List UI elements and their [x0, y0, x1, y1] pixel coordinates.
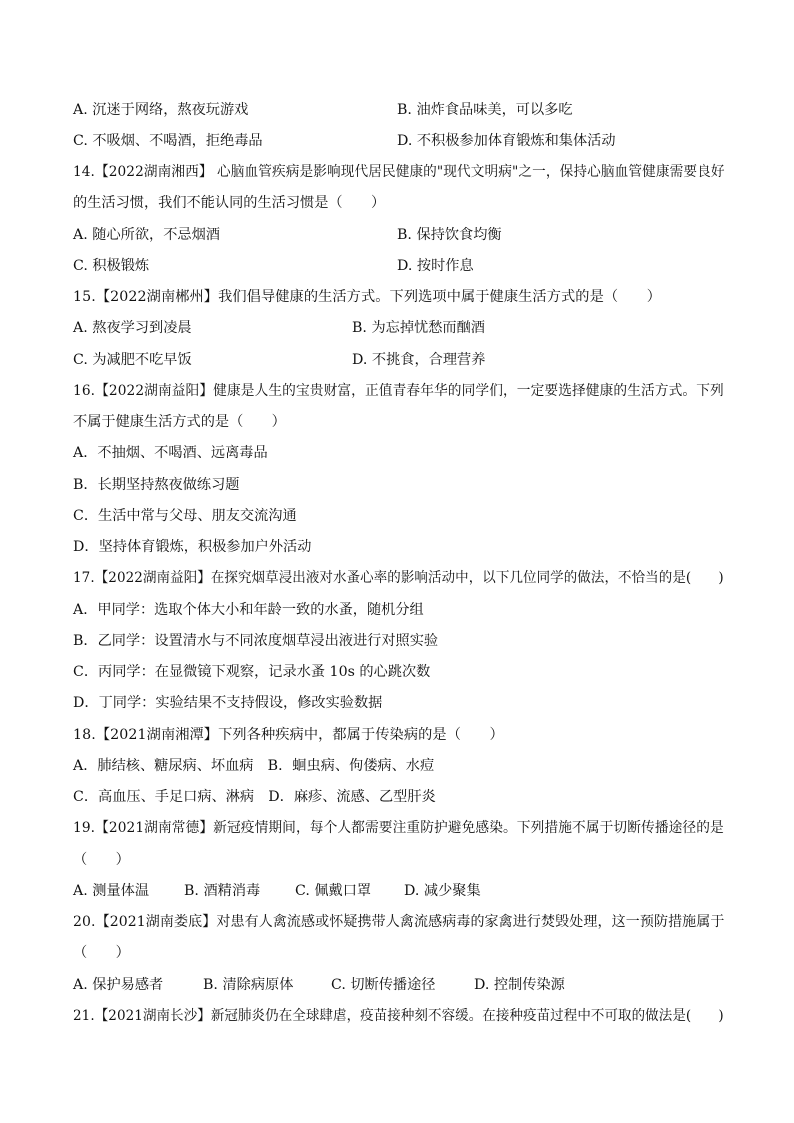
q14-option-c: C. 积极锻炼: [73, 258, 150, 274]
q15-option-b: B. 为忘掉忧愁而酗酒: [352, 320, 485, 336]
q19-stem-line-1: 19.【2021湖南常德】新冠疫情期间，每个人都需要注重防护避免感染。下列措施不属于切断传播途径的是: [73, 820, 724, 836]
q17-option-d: D．丁同学：实验结果不支持假设，修改实验数据: [73, 695, 383, 711]
q13-option-d: D. 不积极参加体育锻炼和集体活动: [397, 133, 616, 149]
q14-option-a: A. 随心所欲，不忌烟酒: [73, 227, 220, 243]
q15-option-d: D. 不挑食，合理营养: [352, 352, 486, 368]
q17-stem-line-1: 17.【2022湖南益阳】在探究烟草浸出液对水蚤心率的影响活动中，以下几位同学的做法，不恰当的是( ): [73, 570, 724, 586]
q19-option-a: A. 测量体温: [73, 883, 150, 899]
q14-option-b: B. 保持饮食均衡: [397, 227, 502, 243]
q19-stem-line-2: （ ）: [73, 852, 130, 868]
q18-options-ab: A．肺结核、糖尿病、坏血病 B．蛔虫病、佝偻病、水痘: [73, 758, 435, 774]
q13-option-c: C. 不吸烟、不喝酒，拒绝毒品: [73, 133, 263, 149]
q20-option-a: A. 保护易感者: [73, 977, 164, 993]
q17-option-b: B．乙同学：设置清水与不同浓度烟草浸出液进行对照实验: [73, 633, 439, 649]
q18-stem-line-1: 18.【2021湖南湘潭】下列各种疾病中，都属于传染病的是（ ）: [73, 727, 504, 743]
q20-option-b: B. 清除病原体: [203, 977, 294, 993]
q13-option-b: B. 油炸食品味美，可以多吃: [397, 102, 573, 118]
q15-option-a: A. 熬夜学习到凌晨: [73, 320, 192, 336]
q15-stem-line-1: 15.【2022湖南郴州】我们倡导健康的生活方式。下列选项中属于健康生活方式的是（ ）: [73, 289, 662, 305]
q14-stem-line-2: 的生活习惯，我们不能认同的生活习惯是（ ）: [73, 195, 386, 211]
q16-option-b: B．长期坚持熬夜做练习题: [73, 477, 240, 493]
q20-stem-line-1: 20.【2021湖南娄底】对患有人禽流感或怀疑携带人禽流感病毒的家禽进行焚毁处理，这一预防措施属于: [73, 914, 725, 930]
q17-option-a: A．甲同学：选取个体大小和年龄一致的水蚤，随机分组: [73, 602, 424, 618]
q16-option-c: C．生活中常与父母、朋友交流沟通: [73, 508, 297, 524]
q20-option-d: D. 控制传染源: [474, 977, 565, 993]
q16-option-d: D．坚持体育锻炼，积极参加户外活动: [73, 539, 312, 555]
q17-option-c: C．丙同学：在显微镜下观察，记录水蚤 10s 的心跳次数: [73, 664, 431, 680]
q14-option-d: D. 按时作息: [397, 258, 474, 274]
q21-stem-line-1: 21.【2021湖南长沙】新冠肺炎仍在全球肆虐，疫苗接种刻不容缓。在接种疫苗过程中不可取的做法是( ): [73, 1008, 724, 1024]
q20-option-c: C. 切断传播途径: [331, 977, 436, 993]
q15-option-c: C. 为减肥不吃早饭: [73, 352, 192, 368]
q20-stem-line-2: （ ）: [73, 945, 130, 961]
q13-option-a: A. 沉迷于网络，熬夜玩游戏: [73, 102, 249, 118]
q19-option-d: D. 减少聚集: [404, 883, 481, 899]
q19-option-b: B. 酒精消毒: [184, 883, 261, 899]
q14-stem-line-1: 14.【2022湖南湘西】 心脑血管疾病是影响现代居民健康的"现代文明病"之一，保持心脑血管健康需要良好: [73, 164, 725, 180]
q16-stem-line-1: 16.【2022湖南益阳】健康是人生的宝贵财富，正值青春年华的同学们，一定要选择健康的生活方式。下列: [73, 383, 724, 399]
q16-option-a: A．不抽烟、不喝酒、远离毒品: [73, 445, 268, 461]
q16-stem-line-2: 不属于健康生活方式的是（ ）: [73, 414, 286, 430]
q19-option-c: C. 佩戴口罩: [295, 883, 372, 899]
q18-options-cd: C．高血压、手足口病、淋病 D．麻疹、流感、乙型肝炎: [73, 789, 436, 805]
